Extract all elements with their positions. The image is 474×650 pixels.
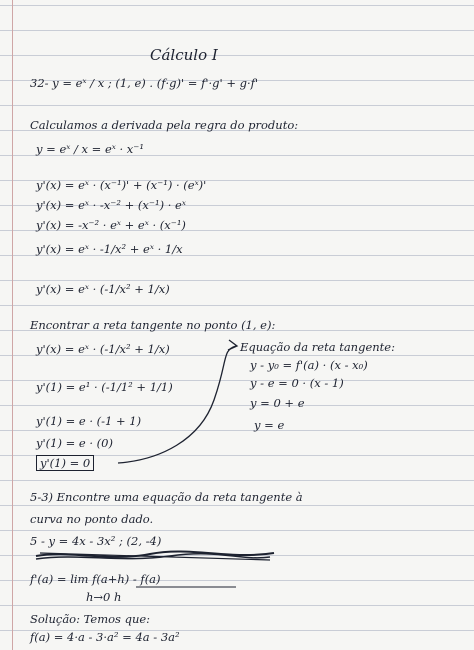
line-19: h→0 h	[86, 590, 122, 604]
line-8: y'(x) = eˣ · (-1/x² + 1/x)	[36, 282, 170, 296]
page-title: Cálculo I	[150, 46, 218, 64]
line-20: Solução: Temos que:	[30, 612, 151, 626]
line-10: y'(x) = eˣ · (-1/x² + 1/x)	[36, 342, 170, 356]
line-7: y'(x) = eˣ · -1/x² + eˣ · 1/x	[36, 242, 183, 256]
line-9: Encontrar a reta tangente no ponto (1, e):	[30, 318, 276, 332]
line-2: Calculamos a derivada pela regra do produto:	[30, 118, 299, 132]
line-15: 5-3) Encontre uma equação da reta tangente à	[30, 490, 303, 504]
note-5: y = e	[254, 418, 285, 432]
note-3: y - e = 0 · (x - 1)	[250, 376, 344, 390]
boxed-result: y'(1) = 0	[36, 455, 94, 471]
line-21: f(a) = 4·a - 3·a² = 4a - 3a²	[30, 630, 180, 644]
line-17: 5 - y = 4x - 3x² ; (2, -4)	[30, 534, 162, 548]
line-13: y'(1) = e · (0)	[36, 436, 113, 450]
line-18: f'(a) = lim f(a+h) - f(a)	[30, 572, 161, 586]
note-4: y = 0 + e	[250, 396, 305, 410]
line-3: y = eˣ / x = eˣ · x⁻¹	[36, 142, 144, 156]
line-11: y'(1) = e¹ · (-1/1² + 1/1)	[36, 380, 173, 394]
line-16: curva no ponto dado.	[30, 512, 154, 526]
line-4: y'(x) = eˣ · (x⁻¹)' + (x⁻¹) · (eˣ)'	[36, 178, 207, 192]
line-12: y'(1) = e · (-1 + 1)	[36, 414, 142, 428]
note-1: Equação da reta tangente:	[240, 340, 395, 354]
line-5: y'(x) = eˣ · -x⁻² + (x⁻¹) · eˣ	[36, 198, 186, 212]
line-1: 32- y = eˣ / x ; (1, e) . (f·g)' = f'·g' + g·f'	[30, 76, 259, 90]
line-6: y'(x) = -x⁻² · eˣ + eˣ · (x⁻¹)	[36, 218, 186, 232]
note-2: y - y₀ = f'(a) · (x - x₀)	[250, 358, 368, 372]
